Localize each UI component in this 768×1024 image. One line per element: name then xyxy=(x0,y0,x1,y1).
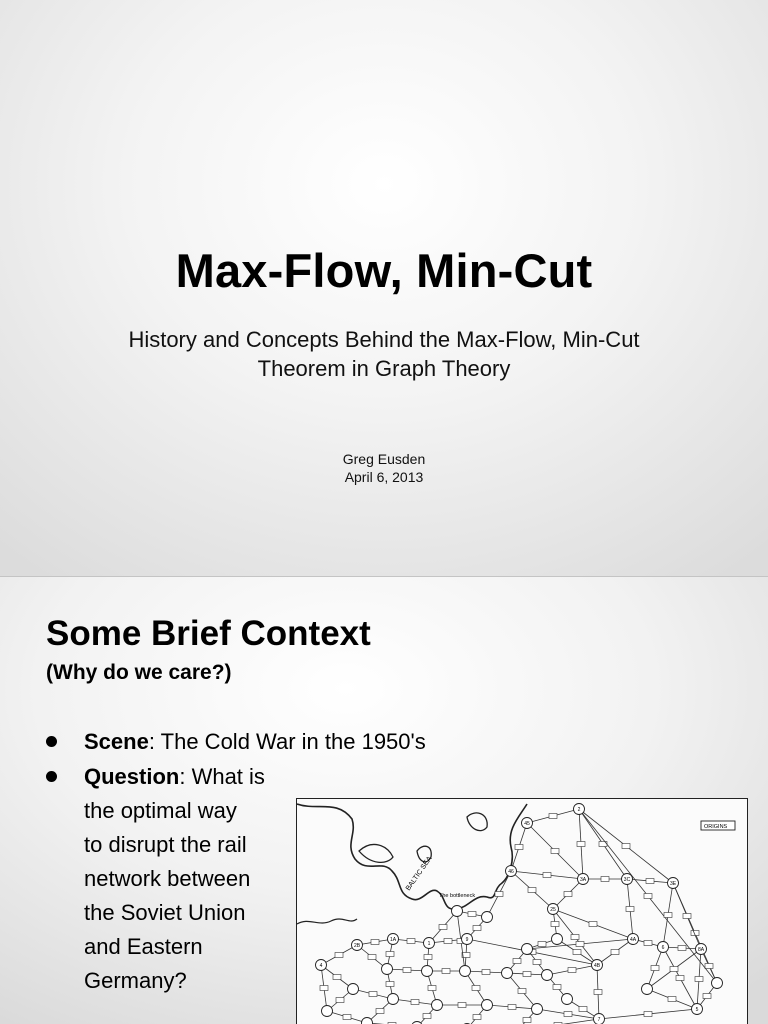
question-line: network between xyxy=(84,866,251,891)
capacity-box xyxy=(670,967,678,972)
capacity-box xyxy=(423,1014,431,1019)
capacity-box xyxy=(611,950,619,955)
capacity-box xyxy=(523,972,531,977)
rail-node xyxy=(502,968,513,979)
rail-node-label: 3E xyxy=(669,881,677,887)
capacity-box xyxy=(458,1003,466,1008)
capacity-box xyxy=(576,942,584,947)
capacity-box xyxy=(407,939,415,944)
rail-node-label: 7 xyxy=(597,1017,601,1023)
rail-node-label: 6 xyxy=(661,945,665,951)
rail-node-label: 8A xyxy=(697,947,705,953)
capacity-box xyxy=(336,998,344,1003)
capacity-box xyxy=(553,985,561,990)
capacity-box xyxy=(333,975,341,980)
capacity-box xyxy=(551,849,559,854)
bullet-label: Question xyxy=(84,764,180,789)
question-line: the Soviet Union xyxy=(84,900,246,925)
capacity-box xyxy=(371,940,379,945)
bullet-text: : What is xyxy=(179,764,265,789)
capacity-box xyxy=(518,989,526,994)
rail-node xyxy=(382,964,393,975)
rail-node xyxy=(452,906,463,917)
capacity-box xyxy=(335,953,343,958)
question-line: the optimal way xyxy=(84,798,237,823)
bullet-question xyxy=(84,760,504,794)
rail-node xyxy=(542,970,553,981)
rail-node xyxy=(482,1000,493,1011)
subtitle-line-2: Theorem in Graph Theory xyxy=(257,356,511,381)
capacity-box xyxy=(538,942,546,947)
capacity-box xyxy=(644,941,652,946)
capacity-box xyxy=(646,879,654,884)
presentation-date: April 6, 2013 xyxy=(344,469,424,485)
rail-node xyxy=(432,1000,443,1011)
capacity-box xyxy=(468,912,476,917)
capacity-box xyxy=(442,969,450,974)
capacity-box xyxy=(564,892,572,897)
rail-network-map-graphic xyxy=(297,799,747,1024)
capacity-box xyxy=(472,986,480,991)
capacity-box xyxy=(428,986,436,991)
capacity-box xyxy=(320,986,328,991)
capacity-box xyxy=(705,964,713,969)
rail-node-label: 5 xyxy=(695,1007,699,1013)
capacity-box xyxy=(411,1000,419,1005)
rail-node-label: 2B xyxy=(353,943,361,949)
rail-node xyxy=(348,984,359,995)
bullet-scene xyxy=(84,725,504,759)
rail-node-label: 46 xyxy=(508,869,514,875)
capacity-box xyxy=(577,842,585,847)
capacity-box xyxy=(594,990,602,995)
bottleneck-label: The bottleneck xyxy=(439,893,476,899)
rail-node-label: 3A xyxy=(579,877,587,883)
capacity-box xyxy=(424,955,432,960)
bullet-dot-icon xyxy=(46,771,57,782)
capacity-box xyxy=(495,892,503,897)
capacity-box xyxy=(571,935,579,940)
capacity-box xyxy=(573,950,581,955)
rail-node xyxy=(562,994,573,1005)
capacity-box xyxy=(403,968,411,973)
capacity-box xyxy=(626,907,634,912)
capacity-box xyxy=(549,814,557,819)
capacity-box xyxy=(644,1012,652,1017)
capacity-box xyxy=(678,946,686,951)
capacity-box xyxy=(668,997,676,1002)
capacity-box xyxy=(439,925,447,930)
rail-node xyxy=(388,994,399,1005)
rail-node xyxy=(362,1018,373,1024)
rail-node xyxy=(522,944,533,955)
capacity-box xyxy=(473,926,481,931)
rail-node xyxy=(460,966,471,977)
rail-node-label: 3C xyxy=(623,877,631,883)
rail-node xyxy=(712,978,723,989)
rail-node xyxy=(322,1006,333,1017)
capacity-box xyxy=(676,976,684,981)
capacity-box xyxy=(368,955,376,960)
capacity-box xyxy=(533,960,541,965)
origins-label: ORIGINS xyxy=(704,824,728,830)
capacity-box xyxy=(683,914,691,919)
capacity-box xyxy=(568,968,576,973)
capacity-box xyxy=(551,922,559,927)
question-line: to disrupt the rail xyxy=(84,832,247,857)
capacity-box xyxy=(589,922,597,927)
capacity-box xyxy=(644,894,652,899)
capacity-box xyxy=(564,1012,572,1017)
question-line: and Eastern xyxy=(84,934,203,959)
capacity-box xyxy=(386,982,394,987)
context-slide xyxy=(0,577,768,1024)
rail-node-label: 4 xyxy=(319,963,323,969)
slide-heading: Some Brief Context xyxy=(46,614,371,653)
rail-node-label: 25 xyxy=(550,907,556,913)
bullet-label: Scene xyxy=(84,729,149,754)
rail-node-label: 4B xyxy=(593,963,601,969)
subtitle-line-1: History and Concepts Behind the Max-Flow, Min-Cut xyxy=(128,327,640,352)
capacity-box xyxy=(651,966,659,971)
capacity-box xyxy=(528,888,536,893)
slide-subtitle xyxy=(60,325,708,383)
sea-label: BALTIC SEA xyxy=(404,855,434,893)
capacity-box xyxy=(543,873,551,878)
question-line: Germany? xyxy=(84,968,187,993)
rail-node xyxy=(552,934,563,945)
rail-node xyxy=(642,984,653,995)
rail-node-label: 2 xyxy=(577,807,581,813)
capacity-box xyxy=(579,1007,587,1012)
author-name: Greg Eusden xyxy=(342,451,426,467)
rail-node-label: 1 xyxy=(427,941,431,947)
capacity-box xyxy=(482,970,490,975)
capacity-box xyxy=(343,1015,351,1020)
rail-node-label: 1A xyxy=(389,937,397,943)
rail-node xyxy=(532,1004,543,1015)
capacity-box xyxy=(515,845,523,850)
rail-node-label: 45 xyxy=(524,821,530,827)
capacity-box xyxy=(508,1005,516,1010)
slide-title: Max-Flow, Min-Cut xyxy=(175,244,593,297)
capacity-box xyxy=(386,952,394,957)
capacity-box xyxy=(376,1009,384,1014)
capacity-box xyxy=(473,1015,481,1020)
capacity-box xyxy=(695,977,703,982)
bullet-text: : The Cold War in the 1950's xyxy=(148,729,426,754)
capacity-box xyxy=(369,992,377,997)
rail-node xyxy=(482,912,493,923)
rail-network-map xyxy=(296,798,748,1024)
rail-node-label: 9 xyxy=(465,937,469,943)
capacity-box xyxy=(601,877,609,882)
question-continuation xyxy=(84,794,250,998)
capacity-box xyxy=(444,939,452,944)
rail-node-label: 4A xyxy=(629,937,637,943)
capacity-box xyxy=(703,994,711,999)
capacity-box xyxy=(523,1018,531,1023)
capacity-box xyxy=(513,959,521,964)
rail-node xyxy=(422,966,433,977)
slide-subheading: (Why do we care?) xyxy=(46,661,232,684)
bullet-dot-icon xyxy=(46,736,57,747)
capacity-box xyxy=(622,844,630,849)
capacity-box xyxy=(664,913,672,918)
